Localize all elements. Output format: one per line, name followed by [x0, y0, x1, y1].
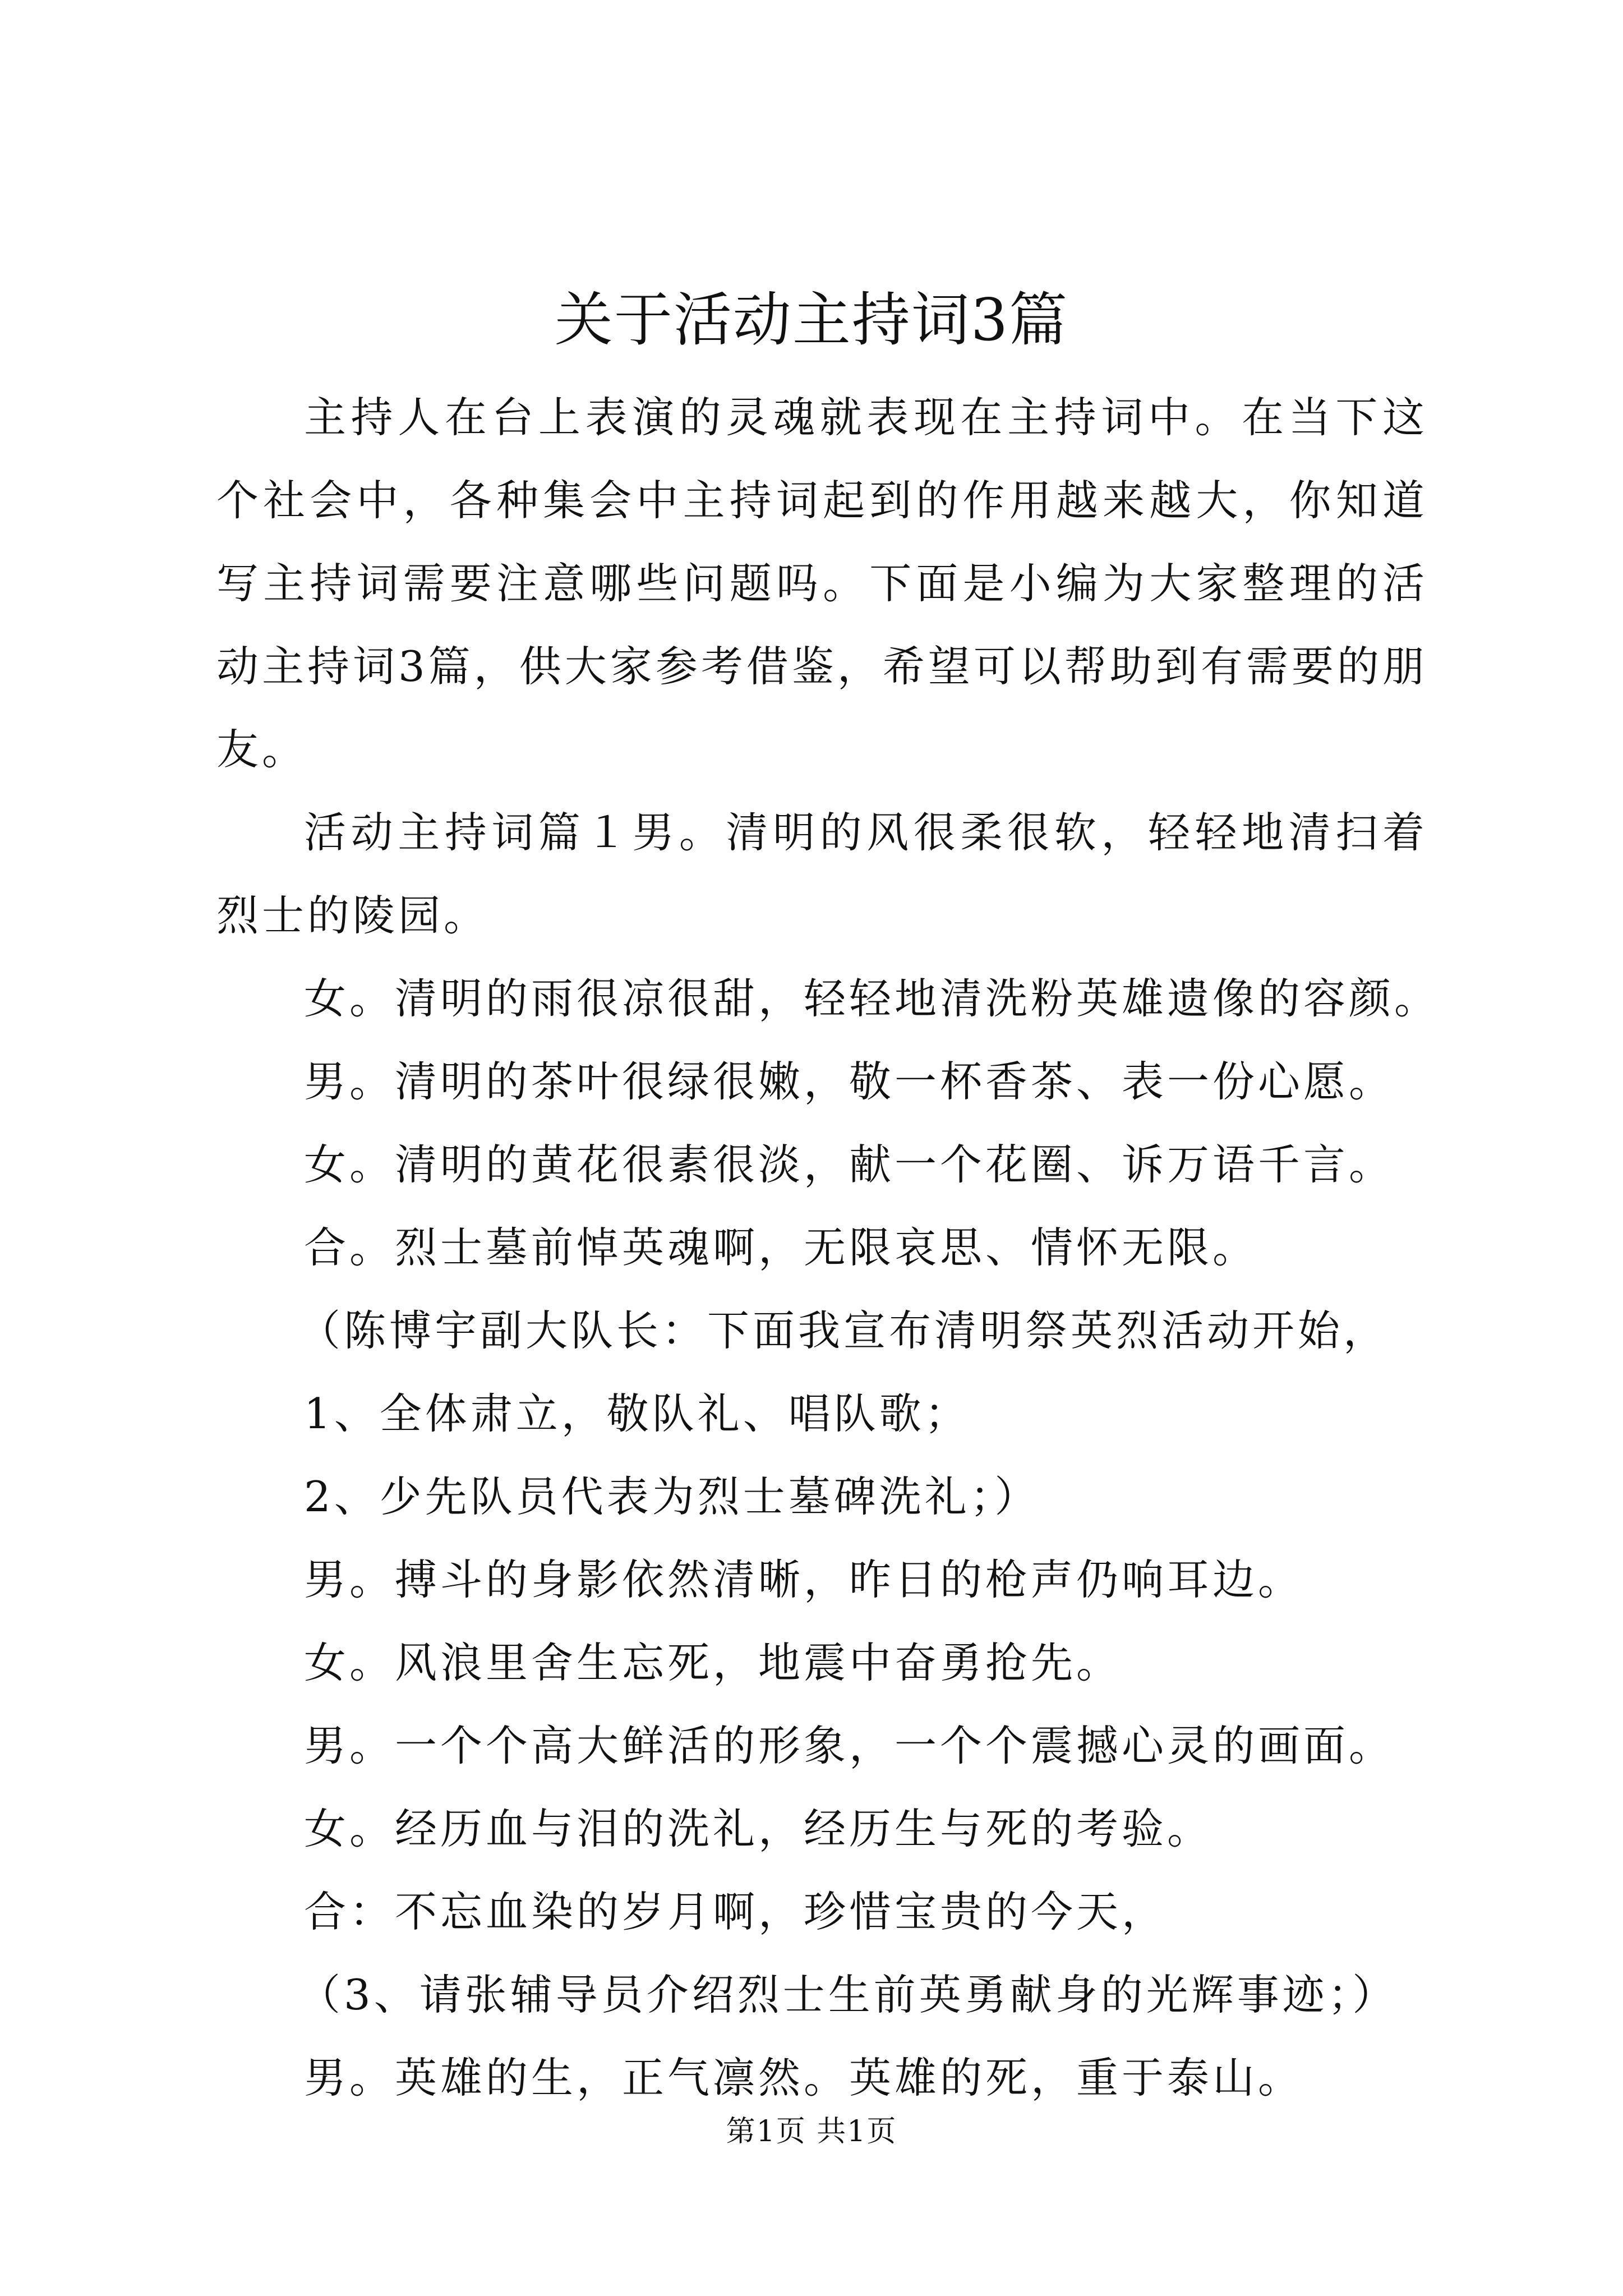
script-line: 合：不忘血染的岁月啊，珍惜宝贵的今天，	[304, 1887, 1168, 1936]
document-body	[216, 376, 1440, 2119]
script-line: 男。英雄的生，正气凛然。英雄的死，重于泰山。	[304, 2053, 1304, 2102]
document-title: 关于活动主持词3篇	[554, 286, 1069, 354]
section1-opening-paragraph: 活动主持词篇１男。清明的风很柔很软，轻轻地清扫着烈士的陵园。	[216, 808, 1428, 940]
script-line: （3、请张辅导员介绍烈士生前英勇献身的光辉事迹；）	[298, 1970, 1398, 2019]
intro-paragraph: 主持人在台上表演的灵魂就表现在主持词中。在当下这个社会中，各种集会中主持词起到的作用越来越大，你知道写主持词需要注意哪些问题吗。下面是小编为大家整理的活动主持词3篇，供大家参考借鉴，希望可以帮助到有需要的朋友。	[216, 393, 1428, 774]
script-line: 男。清明的茶叶很绿很嫩，敬一杯香茶、表一份心愿。	[304, 1057, 1395, 1106]
script-line: 女。清明的黄花很素很淡，献一个花圈、诉万语千言。	[304, 1140, 1395, 1189]
script-line: 男。一个个高大鲜活的形象，一个个震撼心灵的画面。	[304, 1721, 1395, 1770]
page-footer: 第1页 共1页	[726, 2115, 897, 2148]
script-line: 男。搏斗的身影依然清晰，昨日的枪声仍响耳边。	[304, 1555, 1304, 1604]
script-line: 女。清明的雨很凉很甜，轻轻地清洗粉英雄遗像的容颜。	[304, 974, 1440, 1023]
script-line: 1、全体肃立，敬队礼、唱队歌；	[304, 1389, 970, 1438]
script-line: 女。风浪里舍生忘死，地震中奋勇抢先。	[304, 1638, 1122, 1687]
script-line: 女。经历血与泪的洗礼，经历生与死的考验。	[304, 1804, 1213, 1853]
script-line: （陈博宇副大队长：下面我宣布清明祭英烈活动开始，	[298, 1306, 1389, 1355]
script-line: 2、少先队员代表为烈士墓碑洗礼；）	[304, 1472, 1040, 1521]
script-line: 合。烈士墓前悼英魂啊，无限哀思、情怀无限。	[304, 1223, 1258, 1272]
